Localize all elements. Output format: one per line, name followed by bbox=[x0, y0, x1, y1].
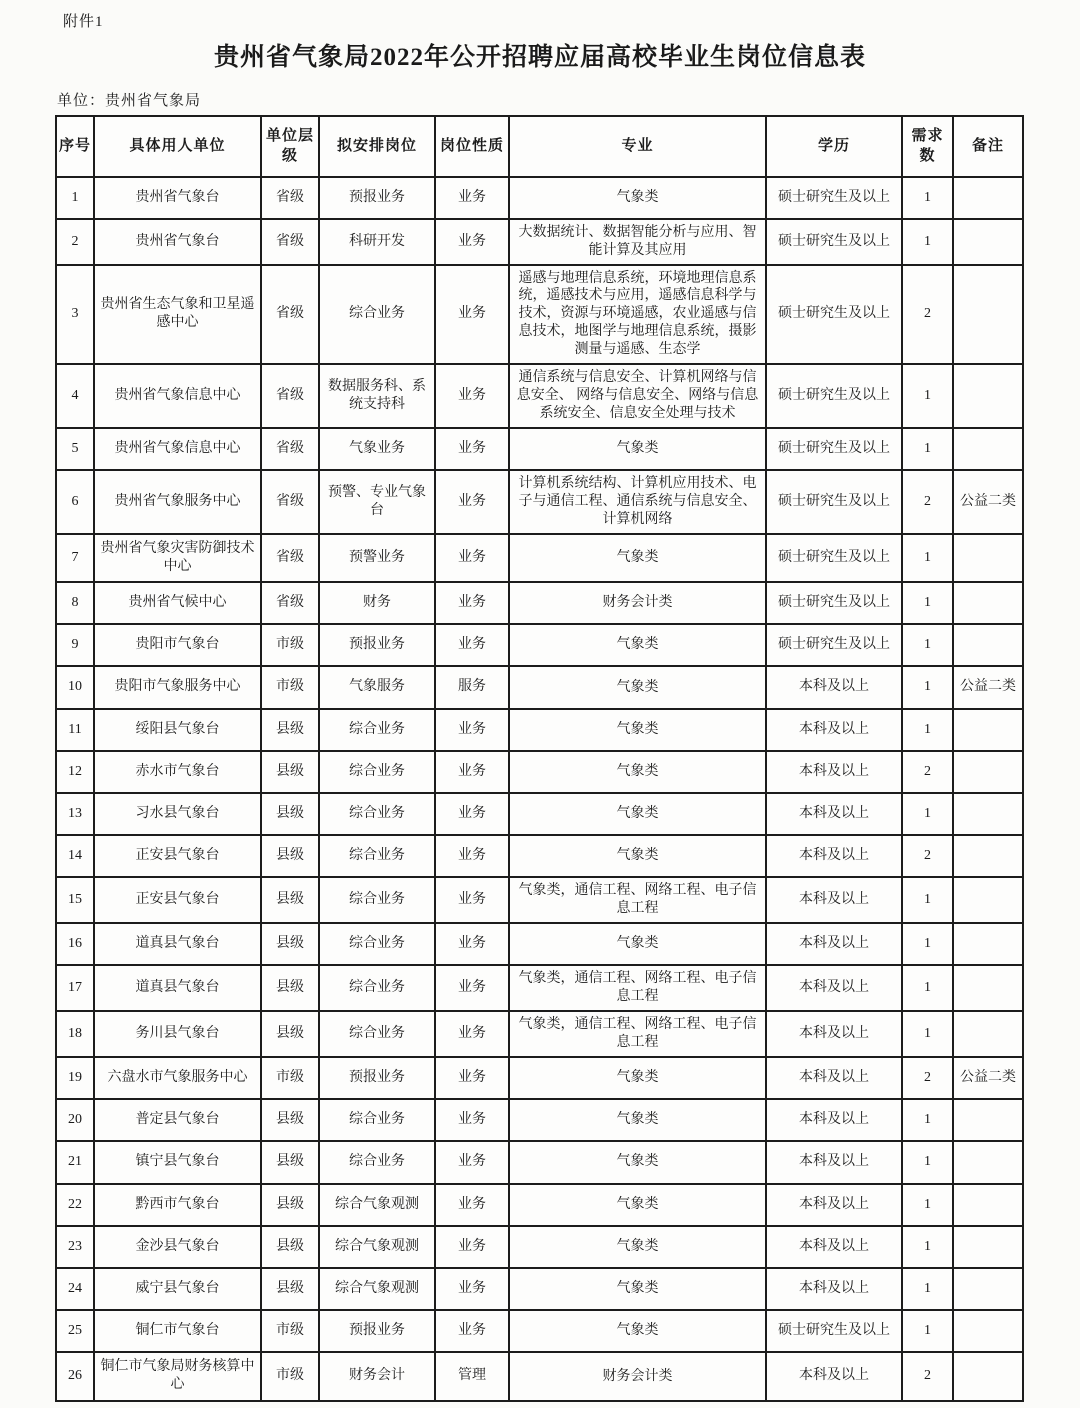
cell-index: 21 bbox=[56, 1141, 94, 1183]
cell-level: 市级 bbox=[261, 666, 319, 708]
cell-count: 1 bbox=[902, 877, 953, 923]
cell-nature: 业务 bbox=[435, 923, 509, 965]
cell-major: 气象类 bbox=[509, 751, 766, 793]
table-row bbox=[56, 1141, 1023, 1183]
cell-count: 1 bbox=[902, 1141, 953, 1183]
table-row bbox=[56, 666, 1023, 708]
cell-remark bbox=[953, 1310, 1023, 1352]
cell-index: 10 bbox=[56, 666, 94, 708]
cell-remark bbox=[953, 582, 1023, 624]
cell-position: 预警业务 bbox=[319, 534, 435, 582]
cell-remark bbox=[953, 428, 1023, 470]
cell-nature: 业务 bbox=[435, 835, 509, 877]
table-row bbox=[56, 470, 1023, 534]
cell-index: 25 bbox=[56, 1310, 94, 1352]
cell-position: 综合业务 bbox=[319, 1099, 435, 1141]
cell-remark bbox=[953, 177, 1023, 219]
table-header-row bbox=[56, 116, 1023, 177]
cell-education: 硕士研究生及以上 bbox=[766, 1310, 902, 1352]
cell-level: 市级 bbox=[261, 1352, 319, 1400]
cell-nature: 业务 bbox=[435, 877, 509, 923]
column-header-unit: 具体用人单位 bbox=[94, 116, 261, 177]
cell-count: 1 bbox=[902, 965, 953, 1011]
table-row bbox=[56, 1184, 1023, 1226]
cell-position: 综合气象观测 bbox=[319, 1268, 435, 1310]
cell-unit: 六盘水市气象服务中心 bbox=[94, 1057, 261, 1099]
cell-unit: 贵州省气象灾害防御技术中心 bbox=[94, 534, 261, 582]
cell-education: 本科及以上 bbox=[766, 666, 902, 708]
cell-education: 本科及以上 bbox=[766, 1011, 902, 1057]
cell-position: 数据服务科、系统支持科 bbox=[319, 364, 435, 428]
cell-unit: 铜仁市气象局财务核算中心 bbox=[94, 1352, 261, 1400]
cell-education: 硕士研究生及以上 bbox=[766, 219, 902, 265]
cell-nature: 业务 bbox=[435, 1226, 509, 1268]
cell-position: 预报业务 bbox=[319, 1310, 435, 1352]
cell-major: 气象类 bbox=[509, 428, 766, 470]
table-row bbox=[56, 1226, 1023, 1268]
cell-unit: 贵州省气象台 bbox=[94, 219, 261, 265]
cell-nature: 业务 bbox=[435, 582, 509, 624]
cell-major: 气象类 bbox=[509, 923, 766, 965]
table-row bbox=[56, 1057, 1023, 1099]
cell-education: 本科及以上 bbox=[766, 1184, 902, 1226]
cell-unit: 贵州省气象信息中心 bbox=[94, 428, 261, 470]
table-row bbox=[56, 177, 1023, 219]
table-row bbox=[56, 709, 1023, 751]
cell-education: 本科及以上 bbox=[766, 1099, 902, 1141]
cell-position: 预报业务 bbox=[319, 624, 435, 666]
cell-level: 县级 bbox=[261, 923, 319, 965]
cell-count: 1 bbox=[902, 666, 953, 708]
cell-level: 县级 bbox=[261, 751, 319, 793]
cell-position: 综合业务 bbox=[319, 793, 435, 835]
cell-remark bbox=[953, 364, 1023, 428]
cell-level: 省级 bbox=[261, 364, 319, 428]
cell-nature: 业务 bbox=[435, 265, 509, 365]
cell-level: 县级 bbox=[261, 835, 319, 877]
cell-position: 财务 bbox=[319, 582, 435, 624]
cell-remark bbox=[953, 1268, 1023, 1310]
cell-level: 县级 bbox=[261, 1184, 319, 1226]
cell-unit: 贵州省气象服务中心 bbox=[94, 470, 261, 534]
cell-remark bbox=[953, 835, 1023, 877]
cell-remark bbox=[953, 793, 1023, 835]
cell-unit: 道真县气象台 bbox=[94, 965, 261, 1011]
cell-major: 气象类 bbox=[509, 1141, 766, 1183]
cell-level: 县级 bbox=[261, 1141, 319, 1183]
cell-remark bbox=[953, 219, 1023, 265]
cell-education: 本科及以上 bbox=[766, 1352, 902, 1400]
cell-count: 1 bbox=[902, 428, 953, 470]
column-header-count: 需求数 bbox=[902, 116, 953, 177]
cell-index: 24 bbox=[56, 1268, 94, 1310]
cell-unit: 铜仁市气象台 bbox=[94, 1310, 261, 1352]
cell-education: 本科及以上 bbox=[766, 835, 902, 877]
cell-index: 13 bbox=[56, 793, 94, 835]
attachment-label: 附件1 bbox=[63, 14, 104, 30]
cell-remark bbox=[953, 877, 1023, 923]
cell-unit: 贵阳市气象台 bbox=[94, 624, 261, 666]
cell-nature: 业务 bbox=[435, 534, 509, 582]
cell-position: 综合业务 bbox=[319, 709, 435, 751]
cell-index: 19 bbox=[56, 1057, 94, 1099]
cell-index: 16 bbox=[56, 923, 94, 965]
cell-nature: 业务 bbox=[435, 1184, 509, 1226]
cell-nature: 业务 bbox=[435, 624, 509, 666]
cell-remark: 公益二类 bbox=[953, 666, 1023, 708]
cell-level: 省级 bbox=[261, 428, 319, 470]
cell-count: 1 bbox=[902, 793, 953, 835]
cell-remark bbox=[953, 1141, 1023, 1183]
cell-education: 本科及以上 bbox=[766, 923, 902, 965]
cell-unit: 绥阳县气象台 bbox=[94, 709, 261, 751]
cell-position: 综合业务 bbox=[319, 1011, 435, 1057]
cell-education: 硕士研究生及以上 bbox=[766, 534, 902, 582]
cell-count: 1 bbox=[902, 624, 953, 666]
cell-major: 气象类 bbox=[509, 177, 766, 219]
cell-unit: 正安县气象台 bbox=[94, 877, 261, 923]
column-header-education: 学历 bbox=[766, 116, 902, 177]
cell-index: 3 bbox=[56, 265, 94, 365]
cell-remark bbox=[953, 709, 1023, 751]
cell-remark: 公益二类 bbox=[953, 1057, 1023, 1099]
cell-index: 5 bbox=[56, 428, 94, 470]
cell-position: 综合气象观测 bbox=[319, 1226, 435, 1268]
column-header-index: 序号 bbox=[56, 116, 94, 177]
cell-unit: 务川县气象台 bbox=[94, 1011, 261, 1057]
cell-index: 6 bbox=[56, 470, 94, 534]
cell-count: 2 bbox=[902, 1057, 953, 1099]
cell-index: 7 bbox=[56, 534, 94, 582]
cell-education: 硕士研究生及以上 bbox=[766, 428, 902, 470]
table-row bbox=[56, 582, 1023, 624]
cell-position: 科研开发 bbox=[319, 219, 435, 265]
table-row bbox=[56, 428, 1023, 470]
cell-count: 1 bbox=[902, 219, 953, 265]
cell-position: 综合业务 bbox=[319, 835, 435, 877]
table-row bbox=[56, 219, 1023, 265]
cell-level: 县级 bbox=[261, 709, 319, 751]
cell-education: 本科及以上 bbox=[766, 1141, 902, 1183]
cell-count: 1 bbox=[902, 1310, 953, 1352]
cell-count: 1 bbox=[902, 534, 953, 582]
cell-unit: 金沙县气象台 bbox=[94, 1226, 261, 1268]
positions-table bbox=[55, 115, 1024, 1402]
cell-level: 县级 bbox=[261, 793, 319, 835]
cell-position: 综合气象观测 bbox=[319, 1184, 435, 1226]
cell-index: 2 bbox=[56, 219, 94, 265]
cell-unit: 赤水市气象台 bbox=[94, 751, 261, 793]
cell-unit: 普定县气象台 bbox=[94, 1099, 261, 1141]
cell-count: 2 bbox=[902, 835, 953, 877]
cell-major: 通信系统与信息安全、计算机网络与信息安全、 网络与信息安全、网络与信息系统安全、信息安全处理与技术 bbox=[509, 364, 766, 428]
table-row bbox=[56, 1352, 1023, 1400]
cell-remark bbox=[953, 1352, 1023, 1400]
cell-position: 预警、专业气象台 bbox=[319, 470, 435, 534]
table-row bbox=[56, 624, 1023, 666]
cell-education: 本科及以上 bbox=[766, 965, 902, 1011]
cell-unit: 贵州省生态气象和卫星遥感中心 bbox=[94, 265, 261, 365]
cell-count: 2 bbox=[902, 1352, 953, 1400]
cell-education: 本科及以上 bbox=[766, 877, 902, 923]
cell-index: 18 bbox=[56, 1011, 94, 1057]
cell-index: 14 bbox=[56, 835, 94, 877]
cell-education: 硕士研究生及以上 bbox=[766, 177, 902, 219]
cell-nature: 业务 bbox=[435, 1057, 509, 1099]
cell-remark bbox=[953, 1099, 1023, 1141]
unit-label: 单位：贵州省气象局 bbox=[57, 93, 202, 109]
cell-count: 2 bbox=[902, 470, 953, 534]
cell-education: 硕士研究生及以上 bbox=[766, 470, 902, 534]
cell-index: 22 bbox=[56, 1184, 94, 1226]
cell-level: 县级 bbox=[261, 965, 319, 1011]
cell-major: 气象类 bbox=[509, 1226, 766, 1268]
cell-index: 12 bbox=[56, 751, 94, 793]
cell-major: 气象类 bbox=[509, 534, 766, 582]
cell-remark bbox=[953, 751, 1023, 793]
cell-nature: 业务 bbox=[435, 751, 509, 793]
cell-count: 1 bbox=[902, 1268, 953, 1310]
cell-count: 1 bbox=[902, 923, 953, 965]
cell-remark bbox=[953, 1184, 1023, 1226]
cell-remark bbox=[953, 265, 1023, 365]
cell-level: 县级 bbox=[261, 1268, 319, 1310]
cell-count: 1 bbox=[902, 1226, 953, 1268]
cell-count: 2 bbox=[902, 265, 953, 365]
cell-education: 本科及以上 bbox=[766, 751, 902, 793]
cell-nature: 业务 bbox=[435, 219, 509, 265]
cell-nature: 业务 bbox=[435, 793, 509, 835]
cell-nature: 业务 bbox=[435, 364, 509, 428]
cell-count: 1 bbox=[902, 1011, 953, 1057]
cell-remark: 公益二类 bbox=[953, 470, 1023, 534]
table-row bbox=[56, 1099, 1023, 1141]
table-row bbox=[56, 835, 1023, 877]
cell-education: 硕士研究生及以上 bbox=[766, 364, 902, 428]
cell-nature: 业务 bbox=[435, 470, 509, 534]
cell-remark bbox=[953, 1011, 1023, 1057]
table-row bbox=[56, 751, 1023, 793]
cell-index: 9 bbox=[56, 624, 94, 666]
cell-level: 省级 bbox=[261, 177, 319, 219]
column-header-position: 拟安排岗位 bbox=[319, 116, 435, 177]
cell-level: 省级 bbox=[261, 265, 319, 365]
cell-education: 本科及以上 bbox=[766, 709, 902, 751]
cell-major: 气象类，通信工程、网络工程、电子信息工程 bbox=[509, 877, 766, 923]
cell-count: 1 bbox=[902, 709, 953, 751]
cell-position: 预报业务 bbox=[319, 1057, 435, 1099]
cell-position: 综合业务 bbox=[319, 965, 435, 1011]
cell-count: 1 bbox=[902, 177, 953, 219]
cell-remark bbox=[953, 965, 1023, 1011]
cell-unit: 习水县气象台 bbox=[94, 793, 261, 835]
cell-level: 县级 bbox=[261, 1099, 319, 1141]
cell-unit: 正安县气象台 bbox=[94, 835, 261, 877]
cell-unit: 贵州省气象台 bbox=[94, 177, 261, 219]
cell-index: 23 bbox=[56, 1226, 94, 1268]
cell-remark bbox=[953, 1226, 1023, 1268]
cell-major: 气象类 bbox=[509, 1268, 766, 1310]
cell-education: 硕士研究生及以上 bbox=[766, 582, 902, 624]
cell-remark bbox=[953, 923, 1023, 965]
page-title: 贵州省气象局2022年公开招聘应届高校毕业生岗位信息表 bbox=[213, 44, 866, 71]
cell-nature: 业务 bbox=[435, 965, 509, 1011]
cell-position: 财务会计 bbox=[319, 1352, 435, 1400]
cell-education: 本科及以上 bbox=[766, 1268, 902, 1310]
cell-major: 气象类 bbox=[509, 624, 766, 666]
cell-count: 1 bbox=[902, 1099, 953, 1141]
cell-major: 财务会计类 bbox=[509, 582, 766, 624]
cell-index: 1 bbox=[56, 177, 94, 219]
cell-position: 气象业务 bbox=[319, 428, 435, 470]
cell-education: 硕士研究生及以上 bbox=[766, 624, 902, 666]
cell-unit: 贵州省气候中心 bbox=[94, 582, 261, 624]
cell-nature: 业务 bbox=[435, 709, 509, 751]
cell-position: 综合业务 bbox=[319, 265, 435, 365]
cell-level: 市级 bbox=[261, 1310, 319, 1352]
cell-unit: 贵州省气象信息中心 bbox=[94, 364, 261, 428]
cell-position: 综合业务 bbox=[319, 923, 435, 965]
cell-major: 气象类 bbox=[509, 1310, 766, 1352]
table-row bbox=[56, 1310, 1023, 1352]
cell-nature: 业务 bbox=[435, 1099, 509, 1141]
table-row bbox=[56, 923, 1023, 965]
cell-major: 气象类，通信工程、网络工程、电子信息工程 bbox=[509, 965, 766, 1011]
cell-nature: 业务 bbox=[435, 1268, 509, 1310]
cell-major: 遥感与地理信息系统，环境地理信息系统，遥感技术与应用，遥感信息科学与技术，资源与环境遥感，农业遥感与信息技术，地图学与地理信息系统，摄影测量与遥感、生态学 bbox=[509, 265, 766, 365]
cell-major: 气象类 bbox=[509, 835, 766, 877]
cell-position: 综合业务 bbox=[319, 1141, 435, 1183]
cell-major: 财务会计类 bbox=[509, 1352, 766, 1400]
cell-nature: 业务 bbox=[435, 1310, 509, 1352]
cell-unit: 镇宁县气象台 bbox=[94, 1141, 261, 1183]
cell-nature: 服务 bbox=[435, 666, 509, 708]
cell-level: 市级 bbox=[261, 624, 319, 666]
cell-position: 综合业务 bbox=[319, 751, 435, 793]
table-row bbox=[56, 1268, 1023, 1310]
cell-level: 县级 bbox=[261, 1226, 319, 1268]
column-header-level: 单位层级 bbox=[261, 116, 319, 177]
cell-nature: 管理 bbox=[435, 1352, 509, 1400]
cell-nature: 业务 bbox=[435, 177, 509, 219]
cell-count: 1 bbox=[902, 582, 953, 624]
cell-level: 县级 bbox=[261, 877, 319, 923]
cell-level: 市级 bbox=[261, 1057, 319, 1099]
cell-major: 计算机系统结构、计算机应用技术、电子与通信工程、通信系统与信息安全、计算机网络 bbox=[509, 470, 766, 534]
column-header-nature: 岗位性质 bbox=[435, 116, 509, 177]
cell-education: 本科及以上 bbox=[766, 1226, 902, 1268]
cell-major: 大数据统计、数据智能分析与应用、智能计算及其应用 bbox=[509, 219, 766, 265]
table-row bbox=[56, 877, 1023, 923]
cell-count: 1 bbox=[902, 1184, 953, 1226]
cell-nature: 业务 bbox=[435, 1011, 509, 1057]
cell-level: 省级 bbox=[261, 470, 319, 534]
cell-remark bbox=[953, 534, 1023, 582]
cell-position: 预报业务 bbox=[319, 177, 435, 219]
cell-education: 本科及以上 bbox=[766, 1057, 902, 1099]
cell-position: 气象服务 bbox=[319, 666, 435, 708]
cell-major: 气象类 bbox=[509, 666, 766, 708]
table-row bbox=[56, 534, 1023, 582]
cell-education: 硕士研究生及以上 bbox=[766, 265, 902, 365]
cell-level: 省级 bbox=[261, 219, 319, 265]
table-row bbox=[56, 265, 1023, 365]
cell-unit: 贵阳市气象服务中心 bbox=[94, 666, 261, 708]
column-header-major: 专业 bbox=[509, 116, 766, 177]
cell-nature: 业务 bbox=[435, 428, 509, 470]
table-row bbox=[56, 1011, 1023, 1057]
cell-major: 气象类 bbox=[509, 1099, 766, 1141]
cell-major: 气象类 bbox=[509, 1057, 766, 1099]
cell-major: 气象类 bbox=[509, 793, 766, 835]
cell-index: 4 bbox=[56, 364, 94, 428]
cell-major: 气象类，通信工程、网络工程、电子信息工程 bbox=[509, 1011, 766, 1057]
table-row bbox=[56, 364, 1023, 428]
cell-position: 综合业务 bbox=[319, 877, 435, 923]
cell-major: 气象类 bbox=[509, 1184, 766, 1226]
cell-level: 省级 bbox=[261, 582, 319, 624]
cell-unit: 威宁县气象台 bbox=[94, 1268, 261, 1310]
cell-index: 20 bbox=[56, 1099, 94, 1141]
cell-index: 17 bbox=[56, 965, 94, 1011]
cell-major: 气象类 bbox=[509, 709, 766, 751]
cell-index: 11 bbox=[56, 709, 94, 751]
cell-index: 26 bbox=[56, 1352, 94, 1400]
cell-education: 本科及以上 bbox=[766, 793, 902, 835]
cell-index: 8 bbox=[56, 582, 94, 624]
cell-count: 1 bbox=[902, 364, 953, 428]
cell-level: 县级 bbox=[261, 1011, 319, 1057]
cell-nature: 业务 bbox=[435, 1141, 509, 1183]
cell-index: 15 bbox=[56, 877, 94, 923]
column-header-remark: 备注 bbox=[953, 116, 1023, 177]
table-row bbox=[56, 793, 1023, 835]
cell-unit: 黔西市气象台 bbox=[94, 1184, 261, 1226]
cell-count: 2 bbox=[902, 751, 953, 793]
cell-remark bbox=[953, 624, 1023, 666]
cell-level: 省级 bbox=[261, 534, 319, 582]
cell-unit: 道真县气象台 bbox=[94, 923, 261, 965]
table-row bbox=[56, 965, 1023, 1011]
